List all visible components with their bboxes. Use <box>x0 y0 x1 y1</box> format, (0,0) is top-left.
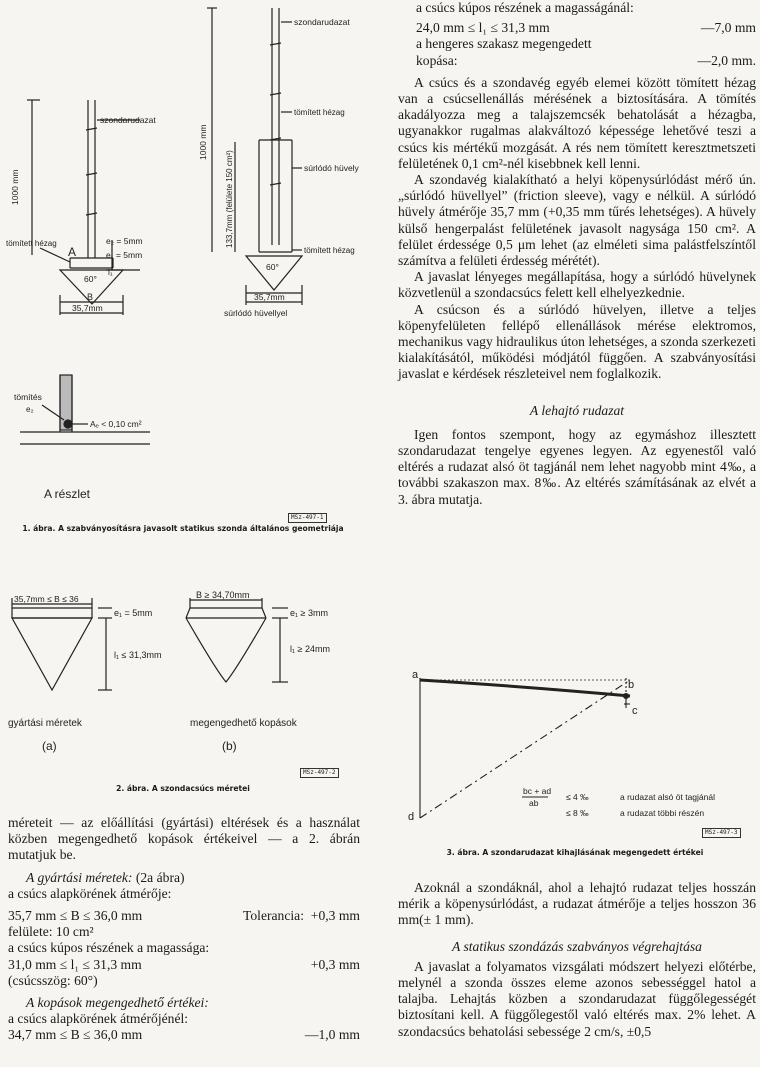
label-angle-left: 60° <box>84 274 97 284</box>
figure-3-ref: MSz-497-3 <box>702 828 741 838</box>
figure-2-caption: 2. ábra. A szondacsúcs méretei <box>116 784 250 793</box>
label-e1: e₁ = 5mm <box>106 250 143 260</box>
para-4: A csúcson és a súrlódó hüvelyen, illetve a teljes köpenyfelületen fellépő ellenállások mérése elektromos, mechanikus vagy hidraulikus úton lehetséges, a szonda szerkezeti kialakításától, működési módjától függően. A szabványosítási javaslat e kérdések részleteivel nem foglalkozik. <box>398 301 756 382</box>
para-2: A szondavég kialakítható a helyi köpenysúrlódást mérő ún. „súrlódó hüvellyel” (friction sleeve), vagy e nélkül. A súrlódó hüvely átmérője 35,7 mm (+0,35 mm tűrés lehetséges). A hüvely külső hengerpalást felületének javasolt nagysága 150 cm². A felület érdessége 0,5 μm lehet (az elméleti sima palástfelszíntől számítva a felületi érdesség mérétét). <box>398 172 756 269</box>
fig2-b-e1: e₁ ≥ 3mm <box>290 608 328 618</box>
base-diameter-2: a csúcs alapkörének átmérőjénél: <box>8 1011 189 1027</box>
figure-3-caption: 3. ábra. A szondarudazat kihajlásának megengedett értékei <box>446 848 704 857</box>
l1-range: 31,0 mm ≤ l₁ ≤ 31,3 mm <box>8 956 142 972</box>
fig2-b-title: megengedhető kopások <box>190 718 297 729</box>
surface: felülete: 10 cm² <box>8 924 94 940</box>
para-1: A csúcs és a szondavég egyéb elemei között tömített hézag van a csúcsellenállás mérésének a biztosítására. A tömítés akadályozza meg a talajszemcsék behatolását a hézagba, ugyanakkor rugalmas alakváltozó képessége lehetővé teszi a csúcs kis mértékű mozgását. A rés nem tömített keresztmetszeti felületének 0,1 cm²-nél kisebbnek kell lenni. <box>398 74 756 171</box>
figure-1-caption: 1. ábra. A szabványosításra javasolt statikus szonda általános geometriája <box>22 524 344 533</box>
label-detail: A részlet <box>44 487 91 501</box>
fig2-a-l1: l₁ ≤ 31,3mm <box>114 650 162 660</box>
base-diameter: a csúcs alapkörének átmérője: <box>8 885 172 901</box>
label-point-a: A <box>68 245 77 259</box>
label-b: B <box>87 292 94 302</box>
left-column <box>8 815 360 1044</box>
figure-1-ref: MSz-497-1 <box>288 513 327 523</box>
tip-angle: (csúcsszög: 60°) <box>8 972 98 988</box>
label-sleeve-caption: súrlódó hüvellyel <box>224 308 288 318</box>
label-dim-right: 35,7mm <box>254 292 285 302</box>
cyl-2: kopása: <box>416 52 458 68</box>
label-length-left: 1000 mm <box>10 169 20 205</box>
fig2-b-range: B ≥ 34,70mm <box>196 590 250 600</box>
heading-static: A statikus szondázás szabványos végrehajtása <box>452 938 702 954</box>
right-column-top <box>398 0 756 508</box>
label-gap-right-top: tömített hézag <box>294 108 345 117</box>
label-length-right: 1000 mm <box>198 124 208 160</box>
fig3-limit-2: ≤ 8 ‰ <box>566 808 589 818</box>
tolerance-label: Tolerancia: <box>243 908 304 924</box>
fig3-frac-den: ab <box>529 798 539 808</box>
heading-rod: A lehajtó rudazat <box>529 402 625 418</box>
figure-3 <box>398 668 758 848</box>
fig2-a-range: 35,7mm ≤ B ≤ 36 <box>14 594 79 604</box>
label-seal: tömítés <box>14 392 42 402</box>
tolerance-2: +0,3 mm <box>310 956 360 972</box>
label-sleeve: súrlódó hüvely <box>304 163 359 173</box>
gyartasi-ref: (2a ábra) <box>135 869 185 885</box>
fig3-label-c: c <box>632 705 638 717</box>
wear-3: —2,0 mm. <box>697 52 756 68</box>
fig3-label-b: b <box>628 679 635 691</box>
label-gap-right-bottom: tömített hézag <box>304 246 355 255</box>
right-l1-range: 24,0 mm ≤ l₁ ≤ 31,3 mm <box>416 20 550 36</box>
fig2-a-title: gyártási méretek <box>8 718 82 729</box>
fig3-limit-1: ≤ 4 ‰ <box>566 792 589 802</box>
label-sleeve-length: 133,7mm (felülete 150 cm²) <box>225 150 234 248</box>
fig3-frac-num: bc + ad <box>523 786 552 796</box>
para-7: A javaslat a folyamatos vizsgálati módszert helyezi előtérbe, melynél a szonda összes eleme azonos sebességgel hatol a talajba. Lehajtás közben a szondarudazat függőlegességét biztosítani kell. A függőlegestől való eltérés max. 2% lehet. A szondacsúcs behatolási sebessége 2 cm/s, ±0,5 <box>398 958 756 1039</box>
figure-1 <box>0 0 390 540</box>
para-3: A javaslat lényeges megállapítása, hogy a súrlódó hüvelynek közvetlenül a szondacsúcs felett kell elhelyezkednie. <box>398 269 756 301</box>
para-6: Azoknál a szondáknál, ahol a lehajtó rudazat teljes hosszán mérik a köpenysúrlódást, a rudazat átmérője a teljes hosszon 36 mm(± 1 mm). <box>398 880 756 928</box>
label-gap-left: tömített hézag <box>6 239 57 248</box>
b-range: 35,7 mm ≤ B ≤ 36,0 mm <box>8 908 143 924</box>
label-ae: Aₑ < 0,10 cm² <box>90 419 142 429</box>
figure-2 <box>0 580 390 780</box>
figure-2-ref: MSz-497-2 <box>300 768 339 778</box>
b-range-2: 34,7 mm ≤ B ≤ 36,0 mm <box>8 1027 143 1043</box>
cone-height: a csúcs kúpos részének a magassága: <box>8 940 210 956</box>
fig3-desc-1: a rudazat alsó öt tagjánál <box>620 792 715 802</box>
label-rod-left: szondarudazat <box>100 115 156 125</box>
fig2-b-l1: l₁ ≥ 24mm <box>290 644 330 654</box>
fig3-label-a: a <box>412 669 419 681</box>
label-e2: e₂ = 5mm <box>106 236 143 246</box>
label-angle-right: 60° <box>266 262 279 272</box>
fig3-label-d: d <box>408 811 415 823</box>
para-5: Igen fontos szempont, hogy az egymáshoz illesztett szondarudazat tengelye egyenes legyen. Az egyenestől való eltérés a rudazat alsó öt tagjánál nem lehet nagyobb mint 4‰, a további szakaszon max. 8‰. Az eltérés számításának az elvét a 3. ábra mutatja. <box>398 426 756 507</box>
left-intro: méreteit — az előállítási (gyártási) eltérések és a használat közben megengedhető kopások értékeivel — a 2. ábrán mutatjuk be. <box>8 815 360 863</box>
fig2-a-e1: e₁ = 5mm <box>114 608 153 618</box>
right-cone-height: a csúcs kúpos részének a magasságánál: <box>416 0 634 15</box>
fig2-a-letter: (a) <box>42 739 57 753</box>
wear-2: —7,0 mm <box>700 20 756 36</box>
tolerance-1: +0,3 mm <box>310 908 360 924</box>
gyartasi-heading: A gyártási méretek: <box>26 869 133 885</box>
kopasok-heading: A kopások megengedhető értékei: <box>26 995 209 1011</box>
label-e2-detail: e₂ <box>26 405 34 414</box>
label-dim-left: 35,7mm <box>72 303 103 313</box>
label-rod-right: szondarudazat <box>294 17 350 27</box>
wear-1: —1,0 mm <box>304 1027 360 1043</box>
fig3-desc-2: a rudazat többi részén <box>620 808 705 818</box>
right-column-bottom <box>398 880 756 1040</box>
cyl-1: a hengeres szakasz megengedett <box>416 36 592 52</box>
label-l1: l₁ <box>108 267 113 277</box>
fig2-b-letter: (b) <box>222 739 237 753</box>
